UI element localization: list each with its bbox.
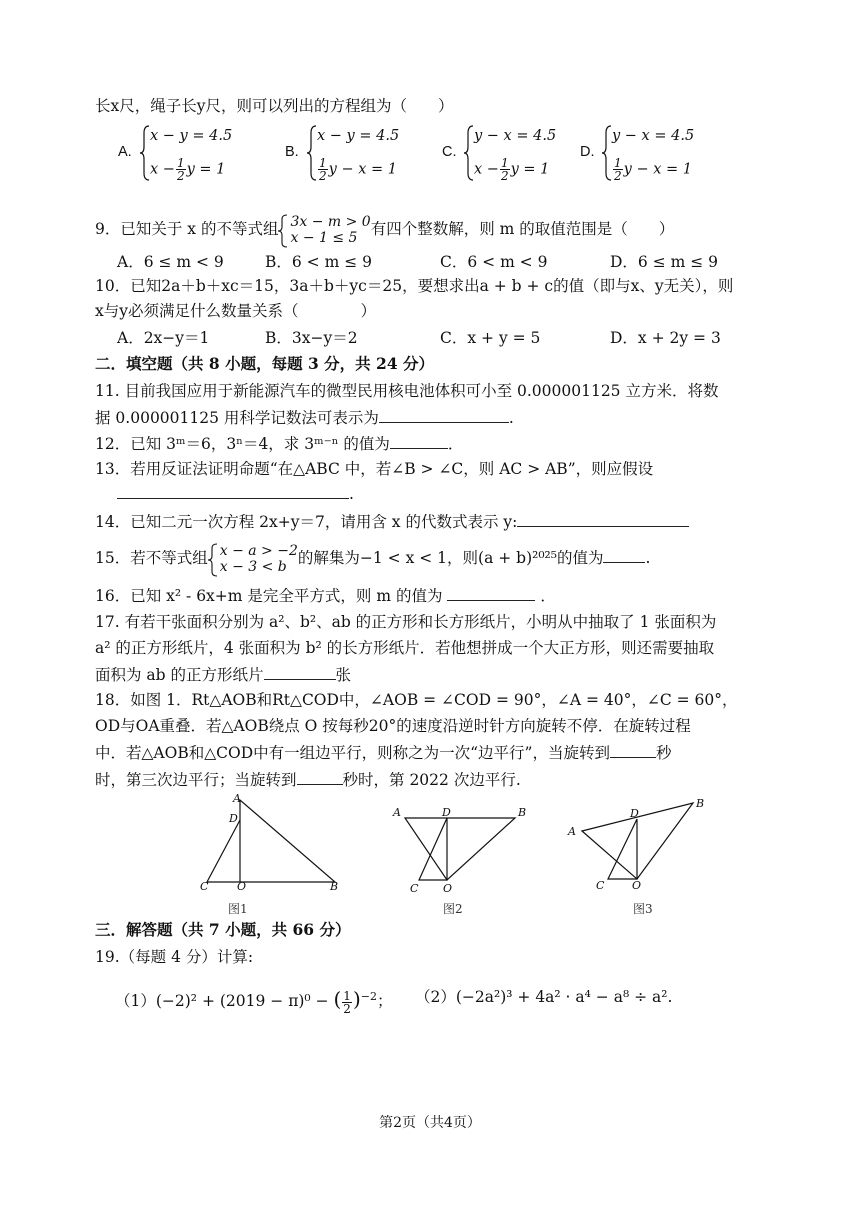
q9-option-b: B．6 < m ≤ 9 [265, 253, 372, 271]
q9-stem: 9．已知关于 x 的不等式组 3x − m > 0 x − 1 ≤ 5 有四个整数解，则 m 的取值范围是（ ） [95, 214, 675, 246]
q18-line-3: 中．若△AOB和△COD中有一组边平行，则称之为一次“边平行”，当旋转到 秒 [95, 744, 672, 762]
figure-2 [385, 800, 535, 895]
q10-line-1: 10．已知2a＋b＋xc＝15，3a＋b＋yc＝25，要想求出a + b + c的值（即与x、y无关），则 [95, 277, 734, 295]
section-heading-fill-in: 二．填空题（共 8 小题，每题 3 分，共 24 分） [95, 354, 435, 373]
system-row-2: $\frac{1}{2}$ y − x = 1 [614, 156, 692, 183]
system-row-1: y − x = 4.5 [474, 128, 557, 144]
q11-line-1: 11. 目前我国应用于新能源汽车的微型民用核电池体积可小至 0.000001125 立方米．将数 [95, 382, 719, 400]
q11-line-2: 据 0.000001125 用科学记数法可表示为 . [95, 409, 514, 427]
q17-line-1: 17. 有若干张面积分别为 a²、b²、ab 的正方形和长方形纸片，小明从中抽取了 1 张面积为 [95, 613, 717, 631]
system-row-1: x − y = 4.5 [150, 128, 233, 144]
option-label: D. [580, 144, 595, 160]
q19-head: 19.（每题 4 分）计算: [95, 948, 254, 966]
q9-option-c: C．6 < m < 9 [440, 253, 548, 271]
brace-icon [464, 125, 474, 181]
q18-line-2: OD与OA重叠．若△AOB绕点 O 按每秒20°的速度沿逆时针方向旋转不停．在旋转过程 [95, 717, 691, 735]
q9-option-a: A．6 ≤ m < 9 [117, 253, 224, 271]
figure-1-caption: 图1 [228, 902, 248, 916]
point-label-b: B [696, 797, 705, 810]
q10-option-b: B．3x−y＝2 [265, 329, 358, 347]
point-label-a: A [568, 825, 576, 838]
point-label-c: C [200, 880, 209, 893]
q17-line-3: 面积为 ab 的正方形纸片 张 [95, 666, 352, 684]
q10-option-c: C．x + y = 5 [440, 329, 541, 347]
point-label-d: D [442, 806, 451, 819]
answer-blank[interactable] [264, 664, 336, 680]
option-label: B. [285, 144, 299, 160]
q8-tail-line: 长x尺，绳子长y尺，则可以列出的方程组为（ ） [95, 97, 454, 115]
q10-option-d: D．x + 2y = 3 [610, 329, 721, 347]
q19-part-2: （2）(−2a²)³ + 4a² · a⁴ − a⁸ ÷ a². [415, 988, 673, 1006]
q18-line-4: 时，第三次边平行；当旋转到 秒时，第 2022 次边平行. [95, 771, 521, 789]
answer-blank[interactable] [390, 433, 448, 449]
system-row-2: $\frac{1}{2}$ y − x = 1 [319, 156, 397, 183]
system-row-2: x − $\frac{1}{2}$ y = 1 [474, 156, 550, 183]
q13-line-2: . [117, 483, 354, 504]
point-label-o: O [237, 880, 247, 893]
section-heading-solutions: 三．解答题（共 7 小题，共 66 分） [95, 920, 351, 939]
page-footer: 第2页（共4页） [379, 1115, 481, 1131]
answer-blank[interactable] [517, 511, 689, 527]
point-label-b: B [518, 806, 527, 819]
answer-blank[interactable] [117, 483, 349, 499]
brace-icon [278, 214, 288, 248]
brace-icon [602, 125, 612, 181]
q10-line-2: x与y必须满足什么数量关系（ ） [95, 302, 376, 320]
option-label: A. [118, 144, 132, 160]
answer-blank[interactable] [610, 742, 656, 758]
point-label-d: D [630, 807, 639, 820]
system-row-2: x − $\frac{1}{2}$ y = 1 [150, 156, 226, 183]
system-row-1: y − x = 4.5 [612, 128, 695, 144]
q10-option-a: A．2x−y＝1 [117, 329, 210, 347]
figure-1 [195, 790, 355, 895]
brace-icon [208, 543, 218, 577]
q14-line: 14．已知二元一次方程 2x+y＝7，请用含 x 的代数式表示 y: [95, 511, 689, 532]
point-label-d: D [229, 812, 238, 825]
inequality-system: x − a > −2 x − 3 < b [208, 543, 298, 575]
brace-icon [140, 125, 150, 181]
q18-line-1: 18．如图 1．Rt△AOB和Rt△COD中，∠AOB = ∠COD = 90°，∠A = 40°，∠C = 60°， [95, 691, 738, 709]
point-label-c: C [410, 882, 419, 895]
point-label-a: A [393, 806, 401, 819]
option-label: C. [442, 144, 457, 160]
inequality-system: 3x − m > 0 x − 1 ≤ 5 [278, 214, 370, 246]
q13-line-1: 13．若用反证法证明命题“在△ABC 中，若∠B > ∠C，则 AC > AB”，则应假设 [95, 460, 654, 478]
point-label-b: B [330, 880, 339, 893]
answer-blank[interactable] [603, 547, 645, 563]
figure-2-caption: 图2 [443, 902, 463, 916]
q9-option-d: D．6 ≤ m ≤ 9 [610, 253, 719, 271]
point-label-o: O [632, 879, 642, 892]
answer-blank[interactable] [297, 769, 343, 785]
point-label-o: O [443, 882, 453, 895]
q16-line: 16．已知 x² - 6x+m 是完全平方式，则 m 的值为 ． [95, 587, 556, 605]
brace-icon [307, 125, 317, 181]
figure-3-caption: 图3 [633, 902, 653, 916]
answer-blank[interactable] [379, 407, 509, 423]
point-label-a: A [233, 792, 241, 805]
q19-part-1: （1）(−2)² + (2019 − π)⁰ − ( $\frac{1}{2}$ )$^{-2}$； [115, 987, 393, 1016]
q12-line: 12．已知 3ᵐ＝6，3ⁿ＝4，求 3ᵐ⁻ⁿ 的值为 ． [95, 435, 464, 453]
system-row-1: x − y = 4.5 [317, 128, 400, 144]
point-label-c: C [596, 879, 605, 892]
q15-line: 15．若不等式组 x − a > −2 x − 3 < b 的解集为−1 < x < 1，则(a + b)²⁰²⁵的值为 . [95, 543, 651, 575]
figure-3 [560, 795, 720, 895]
answer-blank[interactable] [447, 585, 535, 601]
q17-line-2: a² 的正方形纸片，4 张面积为 b² 的长方形纸片．若他想拼成一个大正方形，则还需要抽取 [95, 639, 715, 657]
